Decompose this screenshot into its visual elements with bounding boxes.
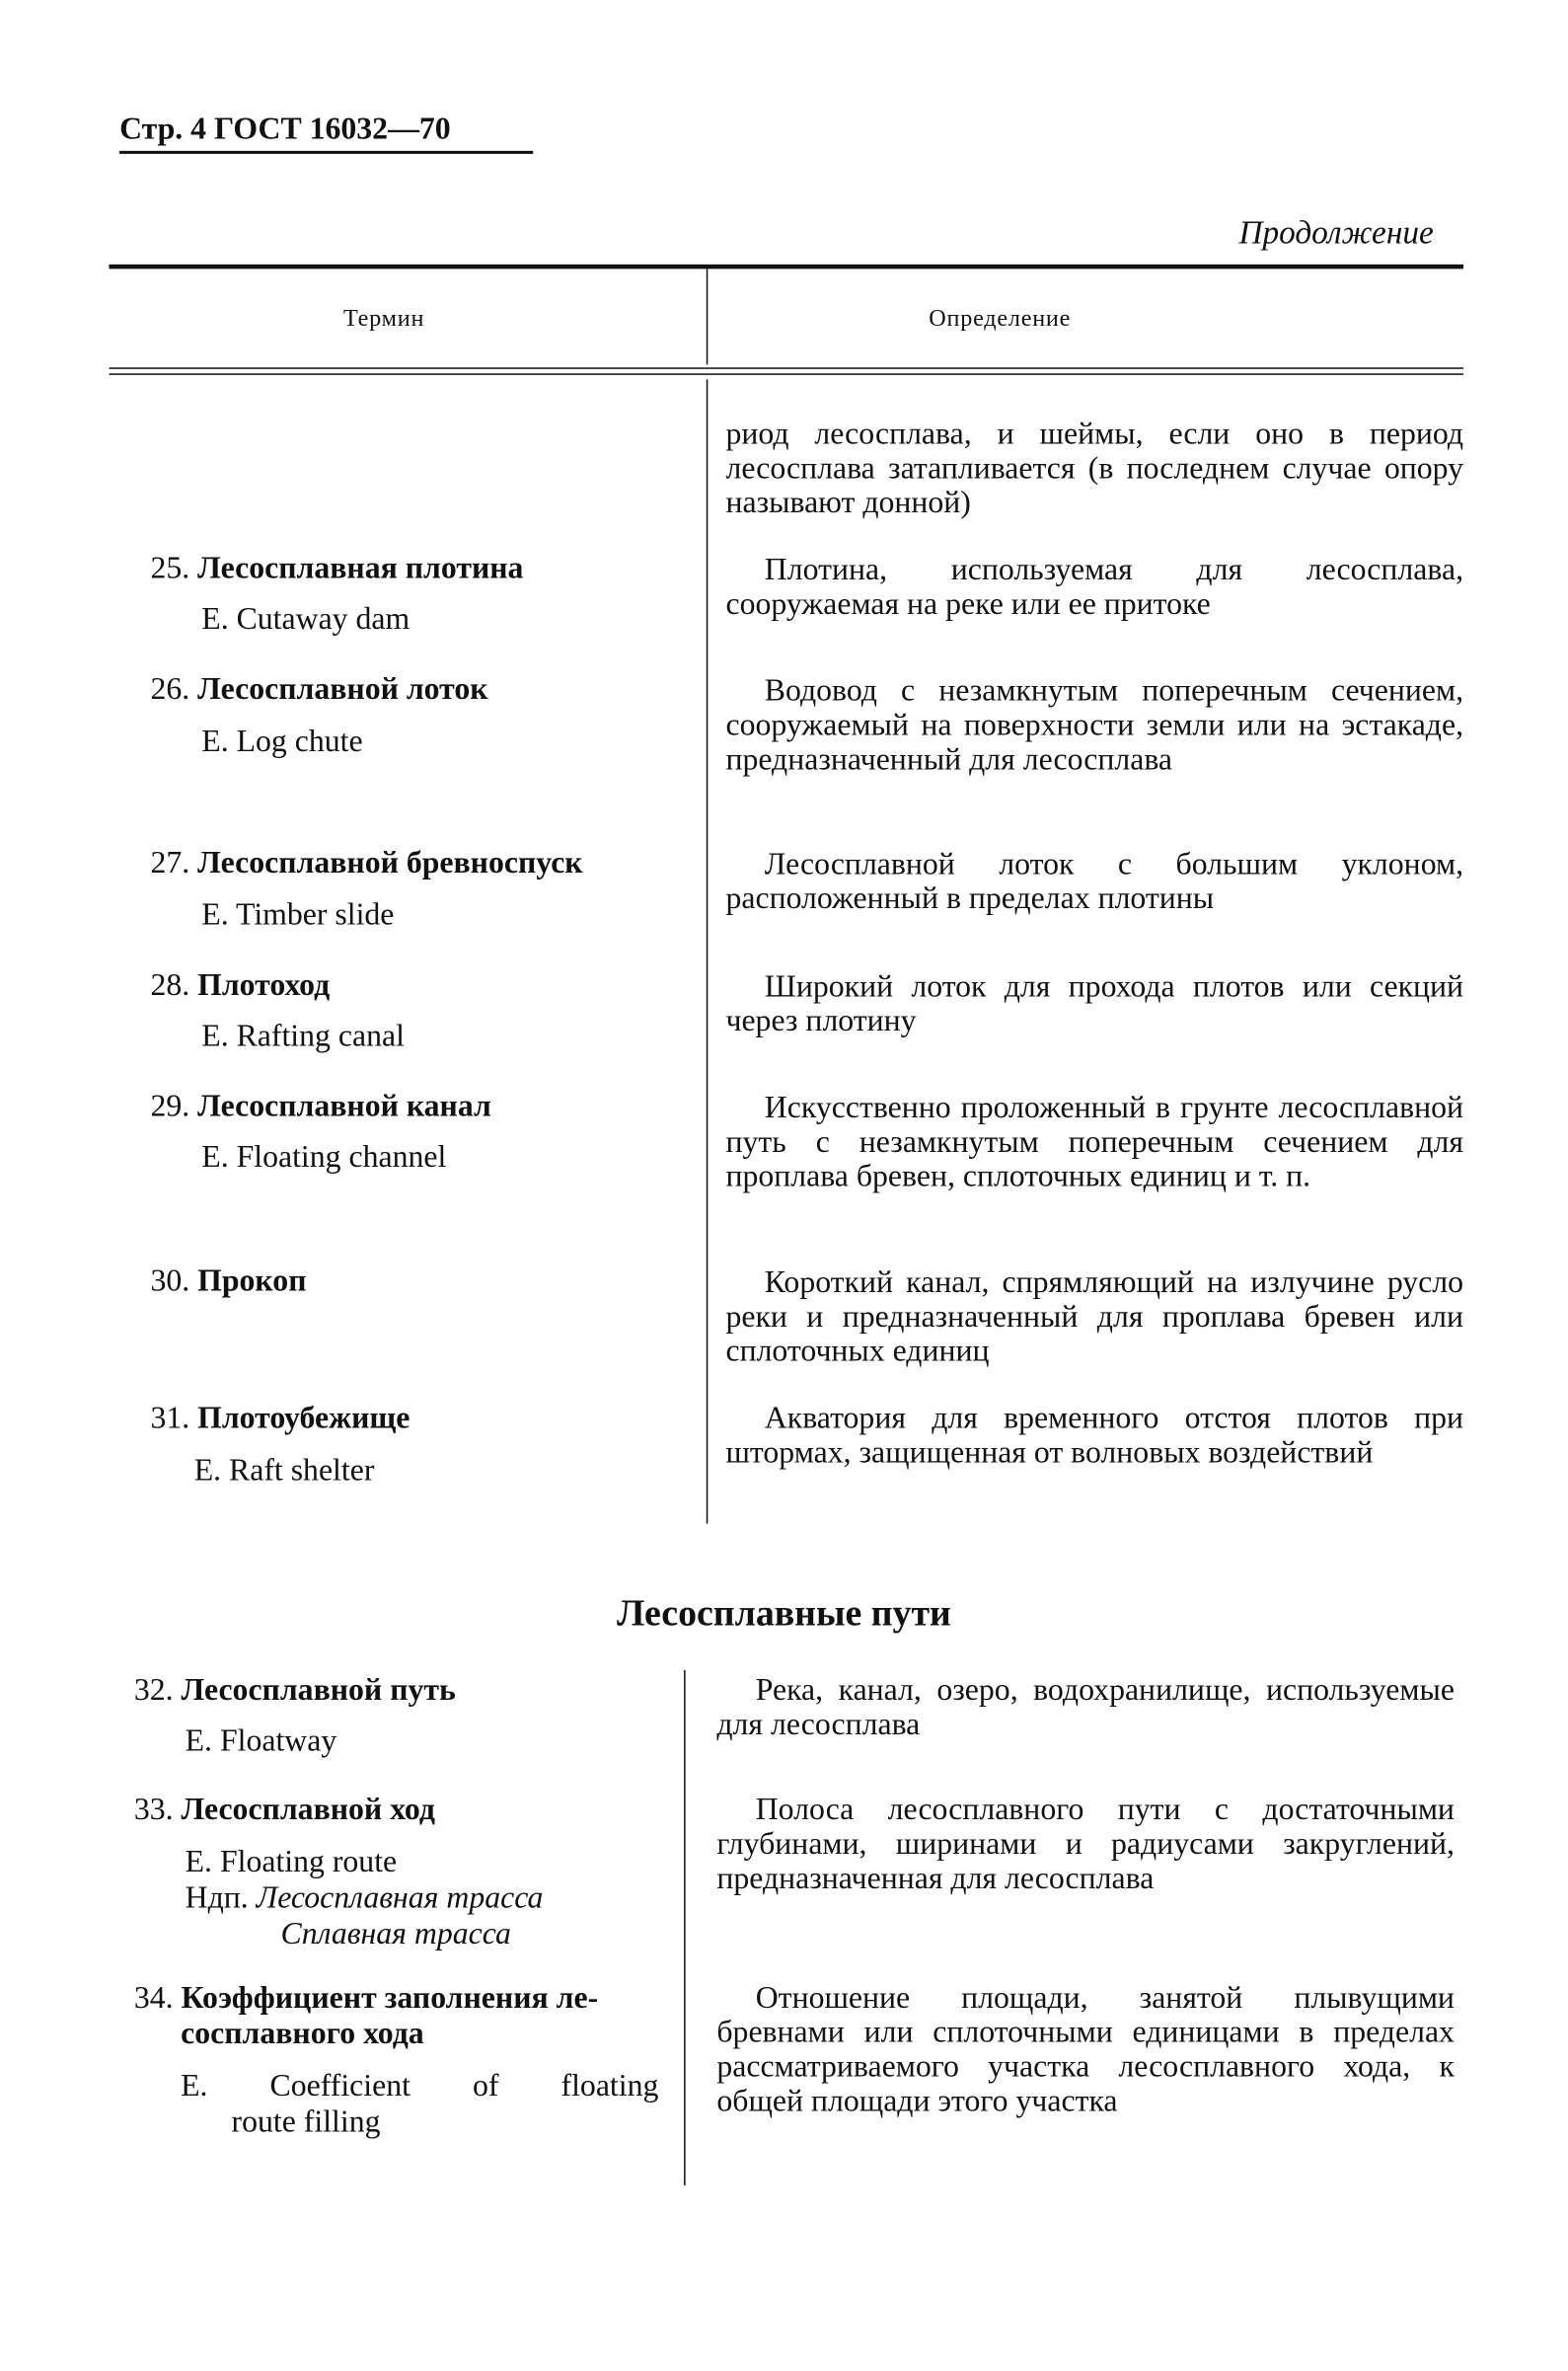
definition: Река, канал, озеро, водохранилище, используемые для лесосплава	[716, 1671, 1455, 1742]
term-entry: 27. Лесосплавной бревноспуск	[150, 844, 583, 880]
term-entry: 30. Прокоп	[150, 1262, 307, 1299]
nonrecommended-terms: Ндп. Лесосплавная трасса	[185, 1878, 544, 1916]
header-separator-double	[109, 373, 1463, 375]
page-header: Стр. 4 ГОСТ 16032—70	[119, 110, 451, 147]
table-top-rule	[109, 265, 1463, 269]
definition: Полоса лесосплавного пути с достаточными глубинами, ширинами и радиусами закруглений, предназначенная для лесосплава	[716, 1791, 1455, 1896]
english-equivalent: E. Floating route	[185, 1843, 398, 1879]
column-header-term: Термин	[343, 306, 425, 332]
column-divider	[684, 1670, 686, 2185]
definition: Широкий лоток для прохода плотов или секций через плотину	[725, 967, 1464, 1038]
continuation-label: Продолжение	[1238, 213, 1434, 252]
nonrecommended-term: Сплавная трасса	[280, 1915, 511, 1951]
header-underline	[119, 151, 533, 154]
definition: Акватория для временного отстоя плотов при штормах, защищенная от волновых воздействий	[725, 1399, 1464, 1471]
header-column-divider	[707, 268, 709, 364]
term-entry: 25. Лесосплавная плотина	[150, 549, 524, 586]
english-equivalent: E. Cutaway dam	[201, 600, 411, 637]
term-entry: 28. Плотоход	[150, 966, 331, 1003]
definition: Лесосплавной лоток с большим уклоном, расположенный в пределах плотины	[725, 845, 1464, 916]
term-entry: 29. Лесосплавной канал	[150, 1087, 491, 1124]
column-divider	[707, 379, 709, 1523]
definition: Короткий канал, спрямляющий на излучине русло реки и предназначенный для проплава бревен или сплоточных единиц	[725, 1263, 1464, 1369]
english-equivalent: E. Log chute	[201, 723, 363, 759]
term-entry: 31. Плотоубежище	[150, 1399, 411, 1436]
section-title: Лесосплавные пути	[617, 1593, 951, 1635]
english-equivalent-continuation: route filling	[231, 2103, 381, 2140]
term-entry: 33. Лесосплавной ход	[133, 1791, 435, 1827]
term-entry: 34. Коэффициент заполнения ле-	[133, 1979, 599, 2016]
definition: Водовод с незамкнутым поперечным сечением, сооружаемый на поверхности земли или на эстакаде, предназначенный для лесосплава	[725, 671, 1464, 777]
term-entry: 26. Лесосплавной лоток	[150, 670, 488, 707]
english-equivalent: E. Timber slide	[201, 895, 395, 933]
english-equivalent: E. Floating channel	[201, 1138, 447, 1175]
english-equivalent: E. Raft shelter	[193, 1451, 375, 1489]
term-entry: 32. Лесосплавной путь	[133, 1671, 456, 1708]
column-header-definition: Определение	[929, 306, 1072, 332]
english-equivalent: E. Coefficient of floating	[181, 2067, 659, 2103]
english-equivalent: E. Floatway	[185, 1721, 337, 1759]
term-continuation: сосплавного хода	[181, 2015, 424, 2051]
definition: Искусственно проложенный в грунте лесосплавной путь с незамкнутым поперечным сечением для проплава бревен, сплоточных единиц и т. п.	[725, 1089, 1464, 1194]
continued-definition: риод лесосплава, и шеймы, если оно в период лесосплава затапливается (в последнем случае опору называют донной)	[725, 415, 1464, 520]
definition: Плотина, используемая для лесосплава, сооружаемая на реке или ее притоке	[725, 551, 1464, 622]
definition: Отношение площади, занятой плывущими бревнами или сплоточными единицами в пределах рассматриваемого участка лесосплавного хода, к общей площади этого участка	[716, 1979, 1455, 2118]
english-equivalent: E. Rafting canal	[201, 1017, 405, 1053]
header-separator	[109, 367, 1463, 369]
